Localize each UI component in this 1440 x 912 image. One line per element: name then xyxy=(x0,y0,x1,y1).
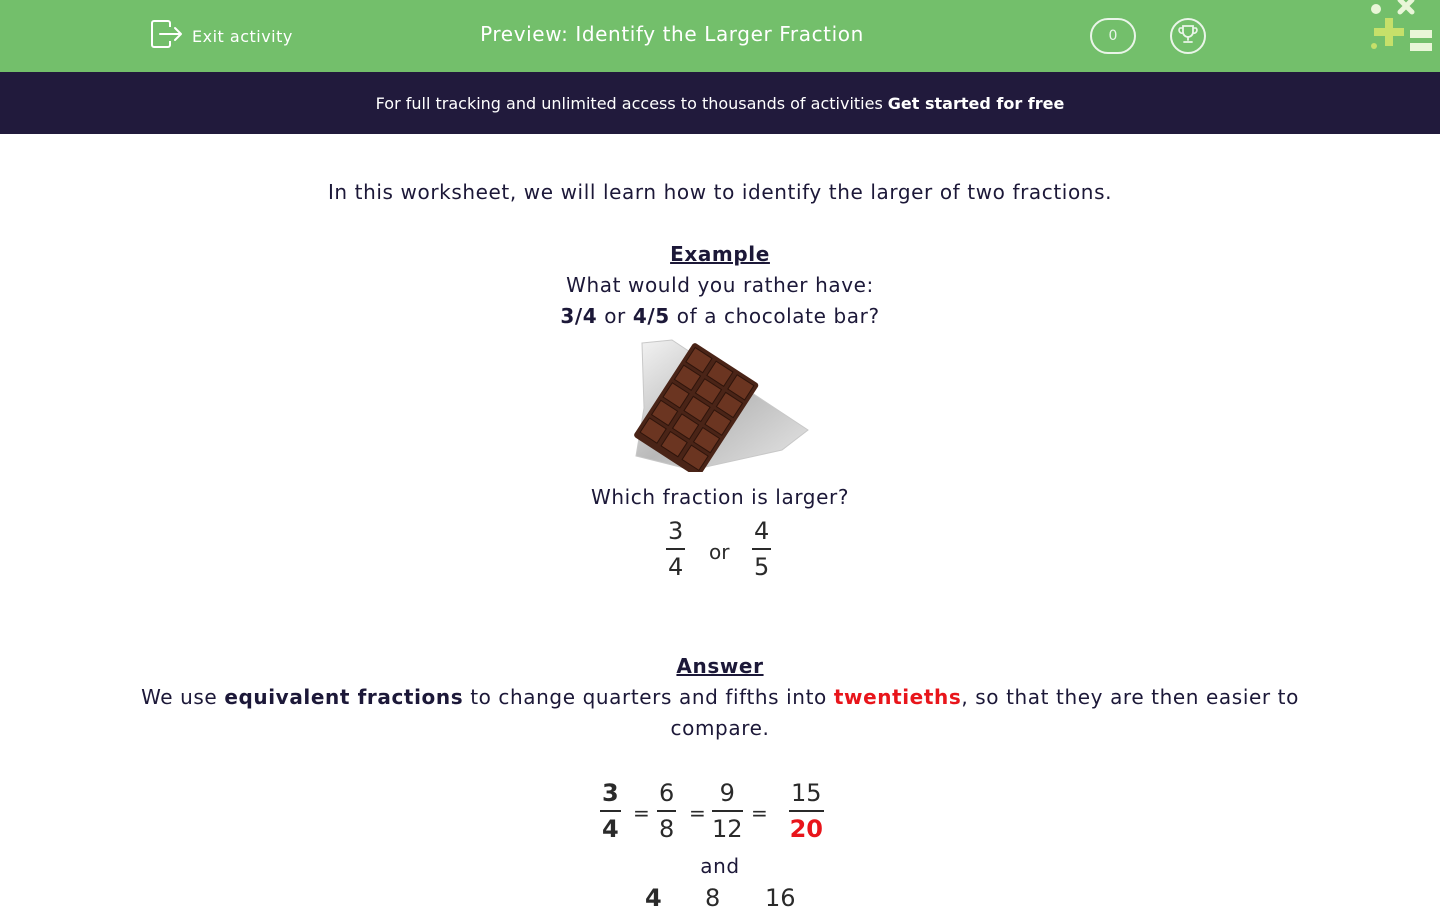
answer-paragraph xyxy=(0,685,1440,709)
score-counter: 0 xyxy=(1090,18,1136,54)
eq-fraction-6-8 xyxy=(657,778,676,846)
which-fraction-question: Which fraction is larger? xyxy=(590,485,850,509)
numerator: 4 xyxy=(752,516,771,550)
eq-fraction-3-4 xyxy=(600,778,621,846)
answer-text: , so that they are then easier to xyxy=(961,685,1299,709)
and-text: and xyxy=(700,854,740,878)
numerator: 9 xyxy=(712,778,743,812)
eq2-numerator-8: 8 xyxy=(705,884,721,912)
or-label: or xyxy=(709,540,730,564)
numerator: 3 xyxy=(666,516,685,550)
numerator: 3 xyxy=(600,778,621,812)
example-heading: Example xyxy=(670,242,770,266)
fraction-b-text: 4/5 xyxy=(632,304,670,328)
numerator: 15 xyxy=(789,778,824,812)
fraction-three-quarters xyxy=(666,516,685,584)
answer-text: to change quarters and fifths into xyxy=(470,685,827,709)
banner-text: For full tracking and unlimited access to thousands of activities xyxy=(375,93,883,113)
denominator: 4 xyxy=(602,815,619,843)
exit-activity-label: Exit activity xyxy=(192,26,293,46)
twentieths-term: twentieths xyxy=(833,685,962,709)
fraction-a-text: 3/4 xyxy=(560,304,598,328)
eq-fraction-15-20 xyxy=(789,778,824,846)
top-bar xyxy=(0,0,1440,72)
equivalent-fractions-term: equivalent fractions xyxy=(224,685,464,709)
denominator: 20 xyxy=(789,815,823,843)
equals-sign: = xyxy=(633,801,650,825)
eq-fraction-9-12 xyxy=(712,778,743,846)
trophy-button[interactable] xyxy=(1170,18,1206,54)
equals-sign: = xyxy=(751,801,768,825)
answer-text: We use xyxy=(141,685,218,709)
maths-symbols-logo xyxy=(1366,0,1440,56)
denominator: 8 xyxy=(659,815,675,843)
or-text: or xyxy=(604,304,626,328)
eq2-numerator-16: 16 xyxy=(765,884,796,912)
page-title: Preview: Identify the Larger Fraction xyxy=(480,22,864,46)
trophy-icon xyxy=(1177,23,1199,49)
denominator: 5 xyxy=(754,553,770,581)
denominator: 12 xyxy=(712,815,743,843)
denominator: 4 xyxy=(668,553,684,581)
question-tail: of a chocolate bar? xyxy=(676,304,880,328)
fraction-four-fifths xyxy=(752,516,771,584)
example-question: What would you rather have: xyxy=(566,273,874,297)
chocolate-bar-image xyxy=(632,338,812,472)
eq2-numerator-4: 4 xyxy=(645,884,662,912)
upgrade-banner xyxy=(0,72,1440,134)
get-started-link[interactable]: Get started for free xyxy=(887,93,1065,113)
answer-paragraph-line2: compare. xyxy=(670,716,770,740)
answer-heading: Answer xyxy=(676,654,764,678)
numerator: 6 xyxy=(657,778,676,812)
intro-text: In this worksheet, we will learn how to identify the larger of two fractions. xyxy=(327,180,1113,204)
example-question-line2 xyxy=(0,304,1440,328)
equals-sign: = xyxy=(689,801,706,825)
